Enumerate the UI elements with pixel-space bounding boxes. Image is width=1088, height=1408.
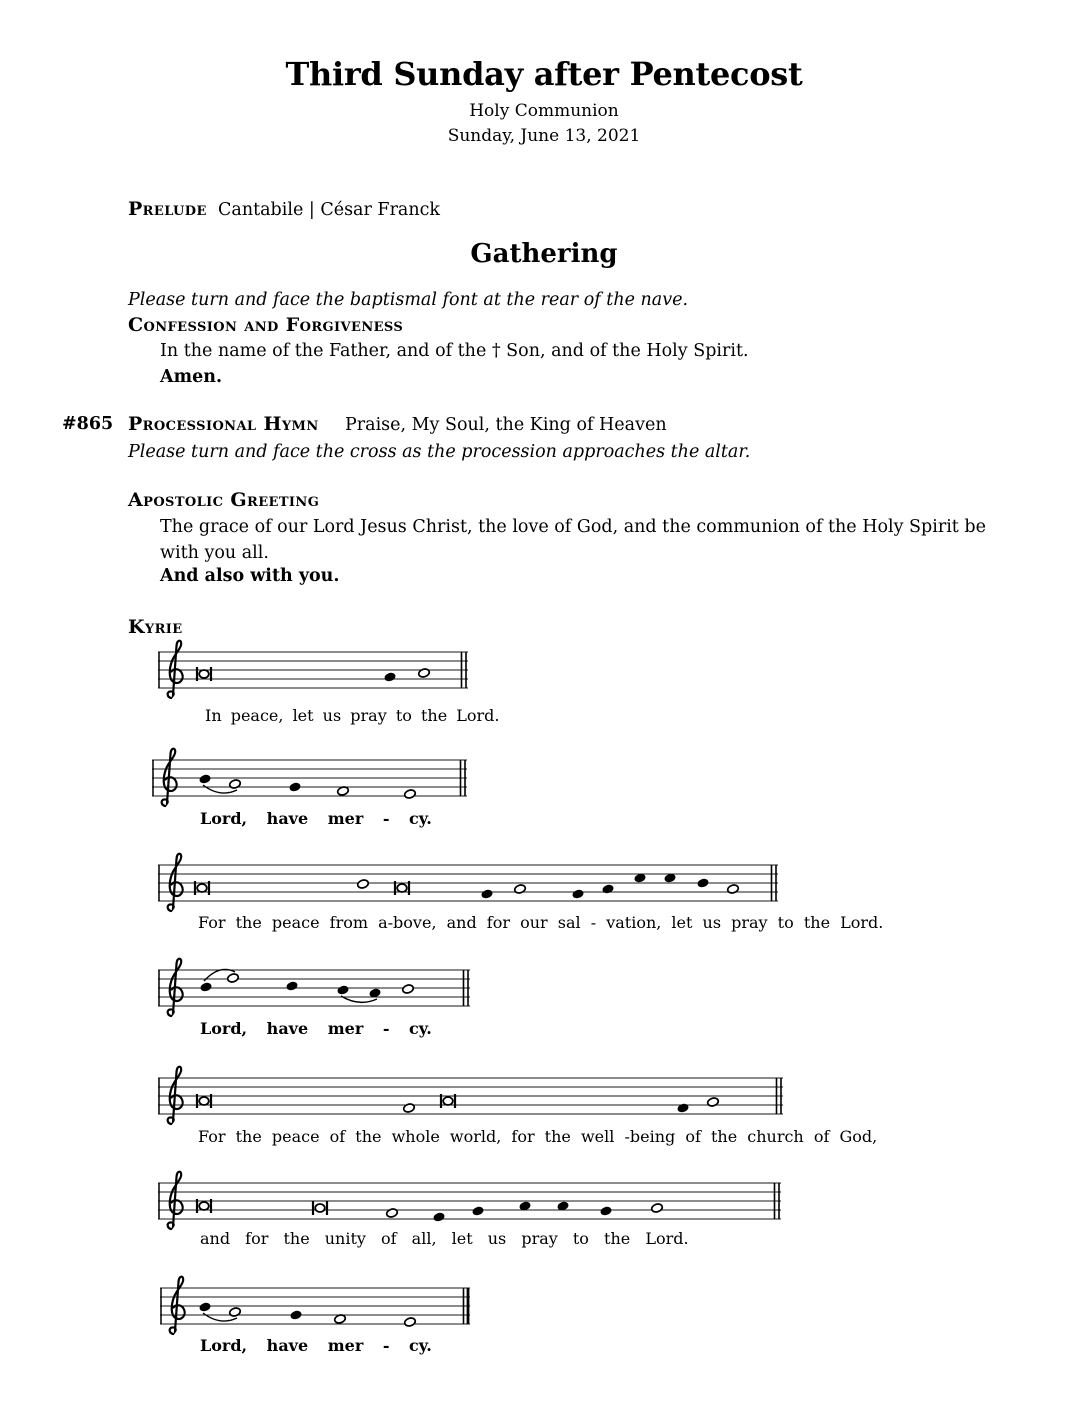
rubric-baptismal-font: Please turn and face the baptismal font at the rear of the nave. <box>128 290 689 310</box>
hymn-number: #865 <box>62 414 114 434</box>
treble-clef-icon <box>162 749 177 806</box>
note-quarter <box>599 1205 612 1216</box>
kyrie-lyric: For the peace of the whole world, for the well -being of the church of God, <box>198 1127 878 1146</box>
note-quarter <box>480 888 493 899</box>
note-quarter <box>198 773 211 784</box>
service-type: Holy Communion <box>469 101 619 121</box>
note-quarter <box>199 981 212 992</box>
rubric-cross: Please turn and face the cross as the procession approaches the altar. <box>128 442 751 462</box>
note-half <box>707 1097 720 1108</box>
note-half <box>229 779 242 790</box>
greeting-response: And also with you. <box>160 566 340 586</box>
note-breve <box>313 1201 327 1215</box>
greeting-heading: Apostolic Greeting <box>128 489 320 511</box>
page-title: Third Sunday after Pentecost <box>285 55 803 93</box>
note-quarter <box>383 671 396 682</box>
treble-clef-icon <box>168 959 183 1016</box>
treble-clef-icon <box>168 854 183 911</box>
note-half <box>418 668 431 679</box>
note-half <box>403 1103 416 1114</box>
note-half <box>404 1317 417 1328</box>
note-half <box>386 1208 399 1219</box>
kyrie-stave <box>158 630 468 714</box>
confession-line: In the name of the Father, and of the † Son, and of the Holy Spirit. <box>160 341 749 361</box>
note-half <box>514 884 527 895</box>
confession-response: Amen. <box>160 367 223 387</box>
prelude-label: Prelude <box>128 198 207 220</box>
note-half <box>727 884 740 895</box>
note-quarter <box>285 980 298 991</box>
note-quarter <box>696 877 709 888</box>
note-quarter <box>289 1309 302 1320</box>
note-quarter <box>471 1205 484 1216</box>
kyrie-heading: Kyrie <box>128 616 183 638</box>
kyrie-lyric: Lord, have mer - cy. <box>200 1336 432 1355</box>
note-quarter <box>676 1102 689 1113</box>
note-half <box>357 879 370 890</box>
greeting-line: The grace of our Lord Jesus Christ, the love of God, and the communion of the Holy Spirit be with you all. <box>160 517 986 563</box>
treble-clef-icon <box>168 1172 183 1229</box>
note-quarter <box>571 888 584 899</box>
gathering-heading: Gathering <box>470 239 618 269</box>
note-quarter <box>198 1301 211 1312</box>
note-quarter <box>601 883 614 894</box>
note-half <box>229 1307 242 1318</box>
kyrie-lyric: and for the unity of all, let us pray to the Lord. <box>200 1229 689 1248</box>
treble-clef-icon <box>168 641 183 698</box>
note-half <box>227 973 240 984</box>
note-quarter <box>432 1211 445 1222</box>
hymn-title: Praise, My Soul, the King of Heaven <box>345 415 667 435</box>
note-quarter <box>336 984 349 995</box>
note-half <box>651 1203 664 1214</box>
note-half <box>402 984 415 995</box>
confession-heading: Confession and Forgiveness <box>128 314 404 336</box>
note-half <box>404 789 417 800</box>
kyrie-lyric: Lord, have mer - cy. <box>200 809 432 828</box>
hymn-label: Processional Hymn <box>128 413 319 435</box>
service-date: Sunday, June 13, 2021 <box>447 126 641 146</box>
kyrie-lyric: Lord, have mer - cy. <box>200 1019 432 1038</box>
treble-clef-icon <box>170 1277 185 1334</box>
note-quarter <box>288 781 301 792</box>
kyrie-lyric: In peace, let us pray to the Lord. <box>205 706 500 725</box>
kyrie-lyric: For the peace from a-bove, and for our sal - vation, let us pray to the Lord. <box>198 913 884 932</box>
treble-clef-icon <box>168 1067 183 1124</box>
prelude-piece: Cantabile | César Franck <box>218 200 441 220</box>
